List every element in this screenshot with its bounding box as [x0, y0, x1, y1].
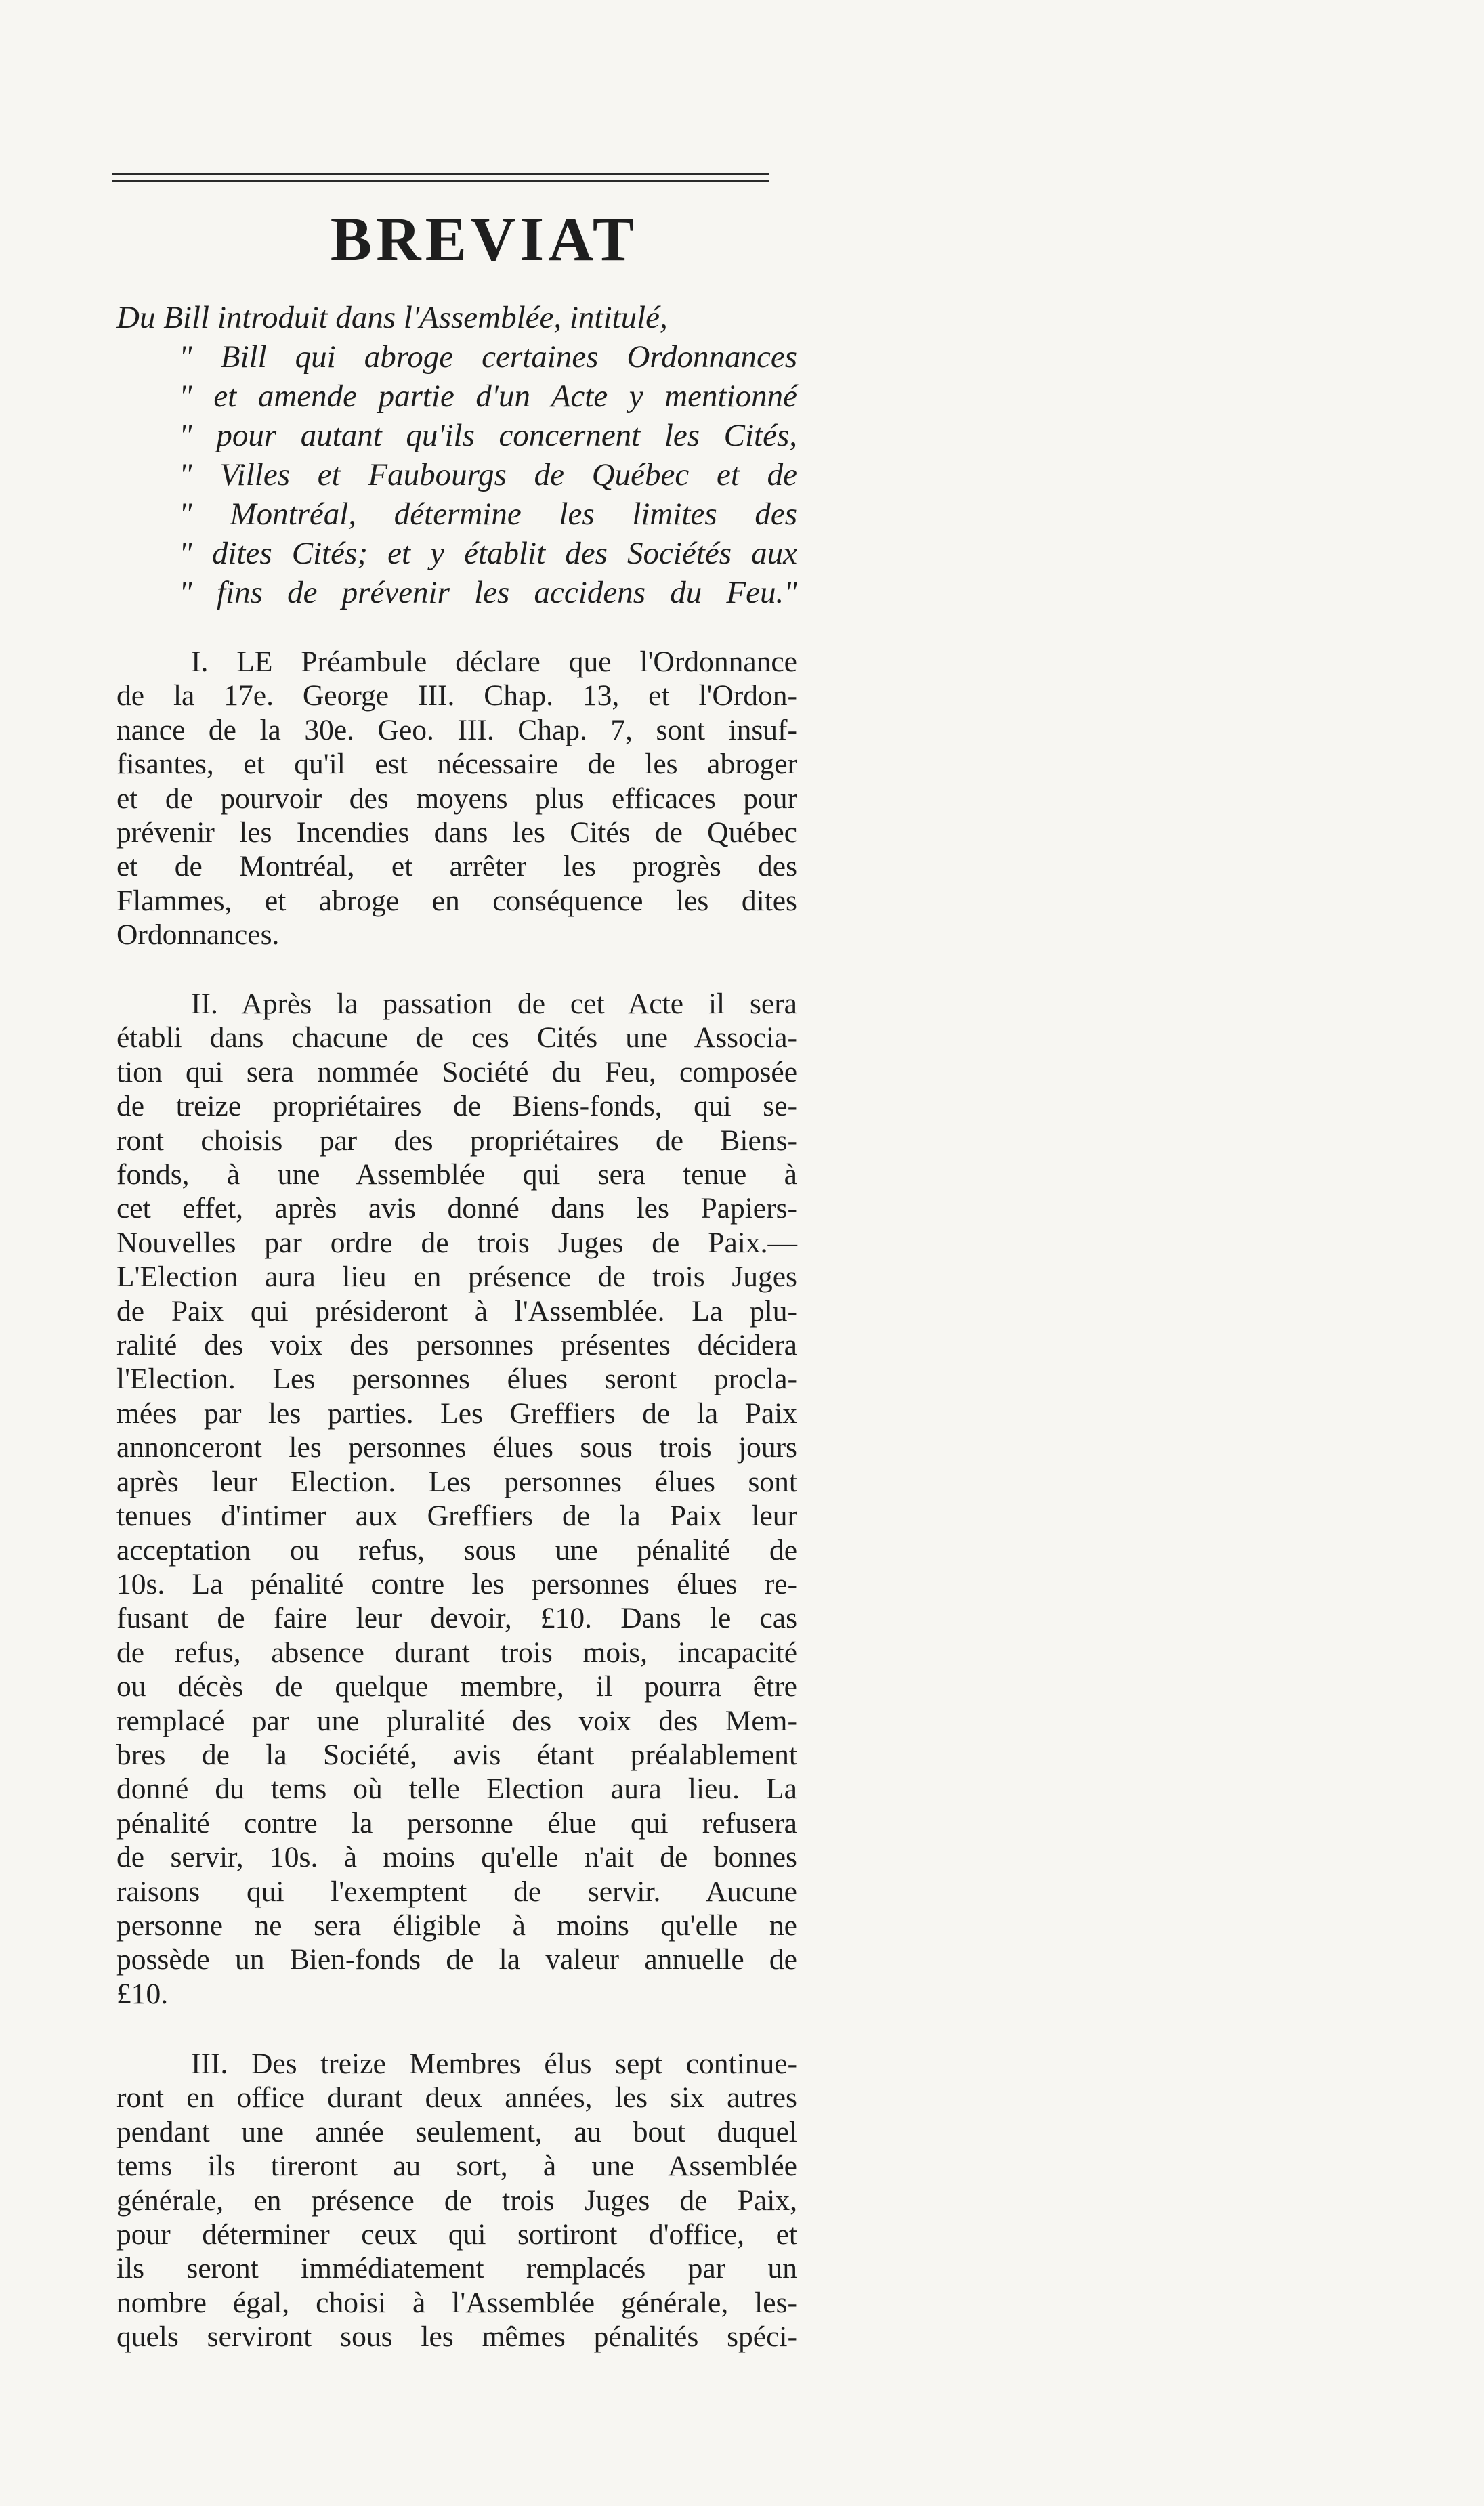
paragraph-line: remplacé par une pluralité des voix des Mem- [116, 1704, 797, 1737]
subtitle-line: " et amende partie d'un Acte y mentionné [179, 379, 797, 414]
paragraph-line: ront choisis par des propriétaires de Biens- [116, 1124, 797, 1157]
subtitle-line: " Bill qui abroge certaines Ordonnances [179, 339, 797, 375]
paragraph-line: ralité des voix des personnes présentes décidera [116, 1329, 797, 1362]
header-rule-thick [112, 173, 769, 175]
paragraph-line: possède un Bien-fonds de la valeur annuelle de [116, 1943, 797, 1976]
paragraph-line: III. Des treize Membres élus sept continue- [191, 2047, 797, 2080]
paragraph-line: ou décès de quelque membre, il pourra être [116, 1670, 797, 1703]
paragraph-line: bres de la Société, avis étant préalablement [116, 1738, 797, 1771]
paragraph-line: cet effet, après avis donné dans les Papiers- [116, 1192, 797, 1225]
paragraph-line: L'Election aura lieu en présence de trois Juges [116, 1260, 797, 1294]
section-iii-paragraph [116, 2047, 797, 2354]
subtitle-line: " pour autant qu'ils concernent les Cités, [179, 418, 797, 453]
paragraph-line: de la 17e. George III. Chap. 13, et l'Ordon- [116, 679, 797, 713]
paragraph-line: I. LE Préambule déclare que l'Ordonnance [191, 645, 797, 678]
paragraph-line: tion qui sera nommée Société du Feu, composée [116, 1055, 797, 1088]
paragraph-line: établi dans chacune de ces Cités une Associa- [116, 1021, 797, 1055]
document-title: BREVIAT [330, 205, 639, 274]
paragraph-line: fisantes, et qu'il est nécessaire de les abroger [116, 748, 797, 781]
paragraph-line: de Paix qui présideront à l'Assemblée. La plu- [116, 1294, 797, 1328]
paragraph-line: mées par les parties. Les Greffiers de la Paix [116, 1397, 797, 1430]
paragraph-line: £10. [116, 1977, 169, 2010]
paragraph-line: de treize propriétaires de Biens-fonds, qui se- [116, 1090, 797, 1123]
subtitle-line: Du Bill introduit dans l'Assemblée, intitulé, [116, 300, 668, 335]
paragraph-line: tems ils tireront au sort, à une Assemblée [116, 2150, 797, 2183]
paragraph-line: et de pourvoir des moyens plus efficaces pour [116, 782, 797, 815]
subtitle-line: " dites Cités; et y établit des Sociétés aux [179, 536, 797, 571]
paragraph-line: prévenir les Incendies dans les Cités de Québec [116, 816, 797, 849]
paragraph-line: générale, en présence de trois Juges de Paix, [116, 2184, 797, 2217]
paragraph-line: Nouvelles par ordre de trois Juges de Paix.— [116, 1226, 797, 1259]
paragraph-line: ront en office durant deux années, les six autres [116, 2081, 797, 2115]
paragraph-line: nombre égal, choisi à l'Assemblée générale, les- [116, 2286, 797, 2319]
paragraph-line: de refus, absence durant trois mois, incapacité [116, 1636, 797, 1669]
subtitle-line: " fins de prévenir les accidens du Feu." [179, 575, 797, 610]
paragraph-line: quels serviront sous les mêmes pénalités spéci- [116, 2320, 797, 2354]
section-i-paragraph [116, 645, 797, 952]
paragraph-line: nance de la 30e. Geo. III. Chap. 7, sont insuf- [116, 713, 797, 746]
paragraph-line: fusant de faire leur devoir, £10. Dans le cas [116, 1602, 797, 1635]
paragraph-line: pour déterminer ceux qui sortiront d'office, et [116, 2218, 797, 2251]
paragraph-line: annonceront les personnes élues sous trois jours [116, 1431, 797, 1464]
paragraph-line: ils seront immédiatement remplacés par un [116, 2252, 797, 2285]
paragraph-line: tenues d'intimer aux Greffiers de la Paix leur [116, 1500, 797, 1533]
paragraph-line: Ordonnances. [116, 918, 280, 952]
paragraph-line: et de Montréal, et arrêter les progrès des [116, 850, 797, 883]
section-ii-paragraph [116, 987, 797, 2011]
header-rule-thin [112, 180, 769, 182]
paragraph-line: 10s. La pénalité contre les personnes élues re- [116, 1567, 797, 1600]
paragraph-line: après leur Election. Les personnes élues sont [116, 1465, 797, 1498]
subtitle-line: " Montréal, détermine les limites des [179, 496, 797, 532]
paragraph-line: personne ne sera éligible à moins qu'elle ne [116, 1909, 797, 1942]
paragraph-line: pénalité contre la personne élue qui refusera [116, 1806, 797, 1840]
paragraph-line: pendant une année seulement, au bout duquel [116, 2115, 797, 2148]
paragraph-line: Flammes, et abroge en conséquence les dites [116, 884, 797, 917]
paragraph-line: fonds, à une Assemblée qui sera tenue à [116, 1158, 797, 1191]
paragraph-line: II. Après la passation de cet Acte il sera [191, 987, 797, 1020]
bill-subtitle [116, 298, 797, 612]
subtitle-line: " Villes et Faubourgs de Québec et de [179, 457, 797, 492]
paragraph-line: donné du tems où telle Election aura lieu. La [116, 1772, 797, 1806]
paragraph-line: de servir, 10s. à moins qu'elle n'ait de bonnes [116, 1841, 797, 1874]
paragraph-line: acceptation ou refus, sous une pénalité de [116, 1533, 797, 1567]
paragraph-line: raisons qui l'exemptent de servir. Aucune [116, 1875, 797, 1908]
paragraph-line: l'Election. Les personnes élues seront procla- [116, 1363, 797, 1396]
